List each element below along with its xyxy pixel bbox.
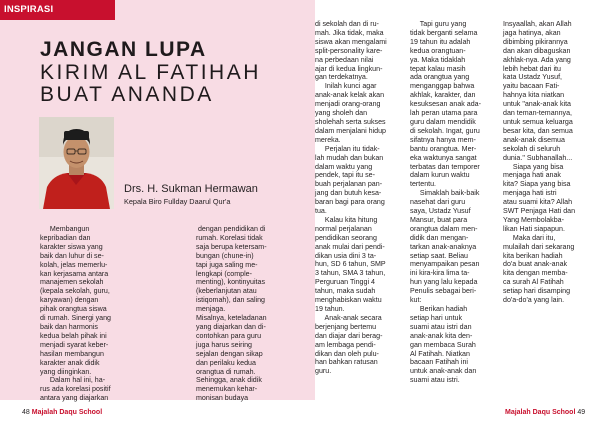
magazine-name-left: Majalah Daqu School [31,409,103,416]
body-column-4: Tapi guru yang tidak berganti selama 19 tahun itu adalah kedua orangtuan- ya. Maka tidaklah tepat kalau masih ada orangtua yang menganggap bahwa akhlak, karakter, dan kesuksesan anak ada- lah peran utama para guru dalam mendidik di sekolah. Ingat, guru sifatnya hanya mem- bantu orangtua. Mer- eka waktunya sangat terbatas dan temporer dalam kurun waktu tertentu. Simaklah baik-baik nasehat dari guru saya, Ustadz Yusuf Mansur, buat para orangtua dalam men- didik dan mengan- tarkan anak-anaknya setiap saat. Beliau menyampaikan pesan ini kira-kira lima ta- hun yang lalu kepada Penulis sebagai beri- kut: Berikan hadiah setiap hari untuk suami atau istri dan anak-anak kita den- gan membaca Surah Al Fatihah. Niatkan bacaan Fatihah ini untuk anak-anak dan suami atau istri. [410,20,481,385]
author-block [124,183,258,207]
body-column-2: dengan pendidikan di rumah. Korelasi tidak saja berupa ketersam- bungan (chune-in) tapi juga saling me- lengkapi (comple- menting), kontinyuitas (keberlanjutan atau istiqomah), dan saling menjaga. Misalnya, keteladanan yang diajarkan dan di- contohkan para guru juga harus seiring sejalan dengan sikap dan perilaku kedua orangtua di rumah. Sehingga, anak didik menemukan kehar- monisan budaya [196,225,267,403]
author-role: Kepala Biro Fullday Daarul Qur'a [124,197,231,206]
article-title [40,38,261,106]
author-name: Drs. H. Sukman Hermawan [124,183,258,195]
title-line-1: JANGAN LUPA [40,38,207,61]
footer-left [22,408,102,417]
title-line-3: BUAT ANANDA [40,83,214,106]
magazine-name-right: Majalah Daqu School [505,409,576,416]
author-portrait-image [39,117,114,209]
body-column-3: di sekolah dan di ru- mah. Jika tidak, maka siswa akan mengalami split-personality kare- na perbedaan nilai ajar di kedua lingkun- gan terdekatnya. Inilah kunci agar anak-anak kelak akan menjadi orang-orang yang sholeh dan sholehah serta sukses dalam menjalani hidup mereka. Perjalan itu tidak- lah mudah dan bukan dalam waktu yang pendek, tapi itu se- buah perjalanan pan- jang dan butuh kesa- baran bagi para orang tua. Kalau kita hitung normal perjalanan pendidikan seorang anak mulai dari pendi- dikan usia dini 3 ta- hun, SD 6 tahun, SMP 3 tahun, SMA 3 tahun, Perguruan Tinggi 4 tahun, maka sudah menghabiskan waktu 19 tahun. Anak-anak secara berjenjang bertemu dan diajar dari berag- am lembaga pendi- dikan dan oleh pulu- han bahkan ratusan guru. [315,20,387,376]
page-number-right: 49 [577,409,586,416]
author-photo [39,117,114,209]
page-number-left: 48 [22,409,30,416]
body-column-1: Membangun kepribadian dan karakter siswa yang baik dan luhur di se- kolah, jelas memerlu- kan kerjasama antara manajemen sekolah (kepala sekolah, guru, karyawan) dengan pihak orangtua siswa di rumah. Sinergi yang baik dan harmonis kedua belah pihak ini menjadi syarat keber- hasilan membangun karakter anak didik yang diinginkan. Dalam hal ini, ha- rus ada korelasi positif antara yang diajarkan [40,225,111,403]
title-line-2: KIRIM AL FATIHAH [40,61,261,84]
footer-right [505,408,585,417]
body-column-5: Insyaallah, akan Allah jaga hatinya, akan dibimbing pikirannya dan akan dibaguskan akhlak-nya. Ada yang lebih hebat dari itu kata Ustadz Yusuf, yaitu bacaan Fati- hahnya kita niatkan untuk "anak-anak kita dan teman-temannya, untuk semua keluarga besar kita, dan semua anak-anak disemua sekolah di seluruh dunia." Subhanallah... Siapa yang bisa menjaga hati anak kita? Siapa yang bisa menjaga hati istri atau suami kita? Allah SWT Penjaga Hati dan Yang Membolakba- likan Hati siapapun. Maka dari itu, mulailah dari sekarang kita berikan hadiah do'a buat anak-anak kita dengan memba- ca surah Al Fatihah setiap hari disamping do'a-do'a yang lain. [503,20,576,305]
section-tag: INSPIRASI [0,0,115,20]
